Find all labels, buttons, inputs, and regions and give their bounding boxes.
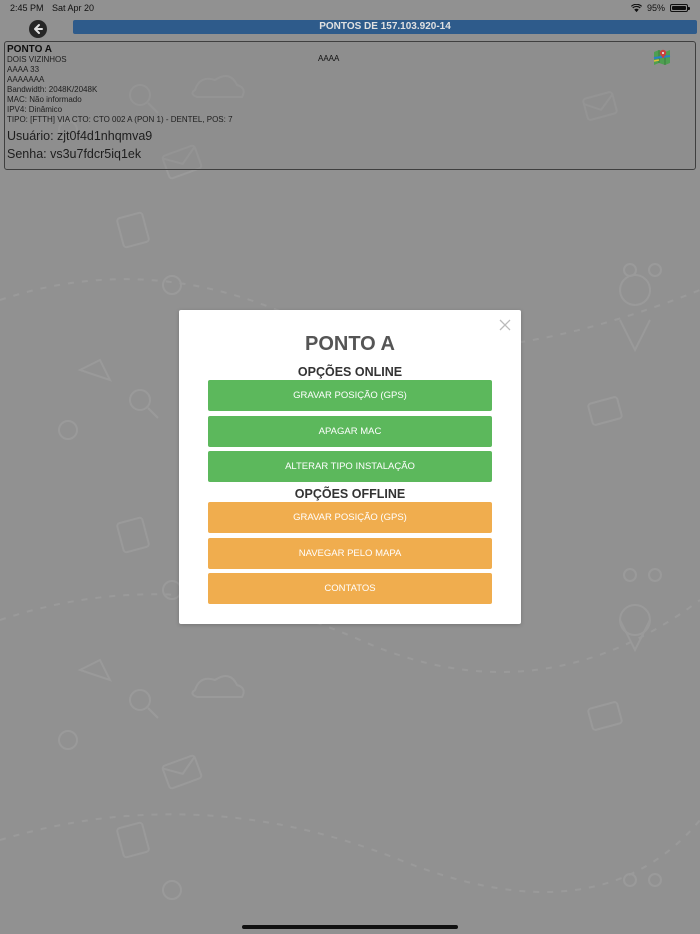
offline-gravar-posicao-button[interactable]: GRAVAR POSIÇÃO (GPS) <box>208 502 492 533</box>
offline-options-label: OPÇÕES OFFLINE <box>294 487 406 501</box>
info-tipo: TIPO: [FTTH] VIA CTO: CTO 002 A (PON 1) - DENTEL, POS: 7 <box>7 115 233 124</box>
alterar-tipo-instalacao-button[interactable]: ALTERAR TIPO INSTALAÇÃO <box>208 451 492 482</box>
status-time: 2:45 PM <box>10 3 44 13</box>
senha-text: Senha: vs3u7fdcr5iq1ek <box>7 147 142 161</box>
info-ipv4: IPV4: Dinâmico <box>7 105 63 114</box>
apagar-mac-button[interactable]: APAGAR MAC <box>208 416 492 447</box>
online-gravar-posicao-button[interactable]: GRAVAR POSIÇÃO (GPS) <box>208 380 492 411</box>
online-options-label: OPÇÕES ONLINE <box>297 365 403 379</box>
info-col2: AAAA <box>318 54 340 63</box>
info-line: DOIS VIZINHOS <box>7 55 67 64</box>
info-line: AAAA 33 <box>7 65 40 74</box>
modal-title: PONTO A <box>304 333 395 355</box>
status-date: Sat Apr 20 <box>52 3 95 13</box>
battery-percent: 95% <box>646 3 665 13</box>
info-line: AAAAAAA <box>7 75 45 84</box>
contatos-button[interactable]: CONTATOS <box>208 573 492 604</box>
page-title: PONTOS DE 157.103.920-14 <box>73 20 697 34</box>
info-mac: MAC: Não informado <box>7 95 82 104</box>
options-modal <box>179 310 521 624</box>
close-icon[interactable] <box>499 319 511 331</box>
home-indicator[interactable] <box>242 925 458 929</box>
info-bandwidth: Bandwidth: 2048K/2048K <box>7 85 98 94</box>
navegar-pelo-mapa-button[interactable]: NAVEGAR PELO MAPA <box>208 538 492 569</box>
usuario-text: Usuário: zjt0f4d1nhqmva9 <box>7 129 153 143</box>
ponto-title: PONTO A <box>7 44 53 55</box>
